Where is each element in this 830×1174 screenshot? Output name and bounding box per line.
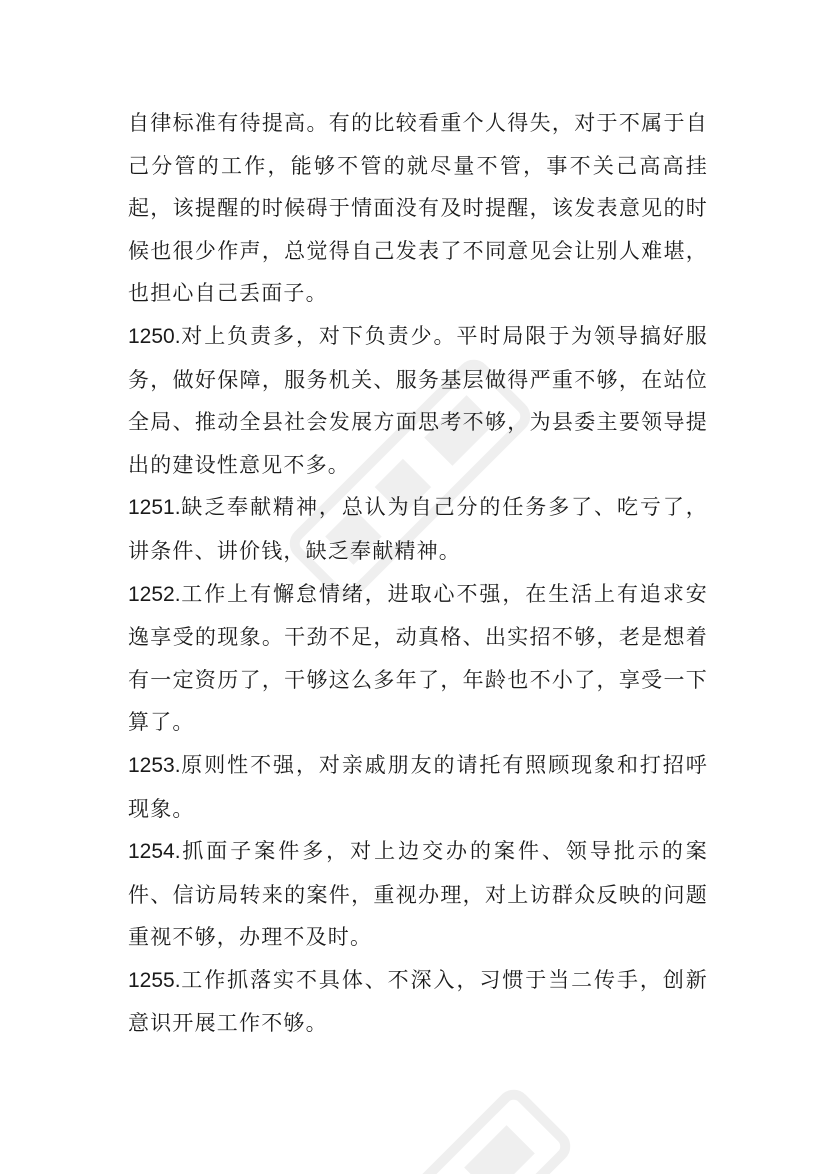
item-text: 工作抓落实不具体、不深入，习惯于当二传手，创新意识开展工作不够。 — [128, 967, 708, 1036]
item-text: 缺乏奉献精神，总认为自己分的任务多了、吃亏了，讲条件、讲价钱，缺乏奉献精神。 — [128, 495, 708, 563]
list-item-1254 — [128, 830, 708, 959]
list-item-1250 — [128, 315, 708, 486]
list-item-1255 — [128, 959, 708, 1045]
item-number: 1254. — [128, 840, 181, 864]
paragraph-continuation — [128, 102, 708, 315]
item-text: 工作上有懈怠情绪，进取心不强，在生活上有追求安逸享受的现象。干劲不足，动真格、出实招不够，老是想着有一定资历了，干够这么多年了，年龄也不小了，享受一下算了。 — [128, 581, 708, 735]
list-item-1251 — [128, 486, 708, 572]
list-item-1252 — [128, 573, 708, 744]
item-number: 1253. — [128, 753, 181, 777]
paragraph-text: 自律标准有待提高。有的比较看重个人得失，对于不属于自己分管的工作，能够不管的就尽量不管，事不关己高高挂起，该提醒的时候碍于情面没有及时提醒，该发表意见的时候也很少作声，总觉得自己发表了不同意见会让别人难堪，也担心自己丢面子。 — [128, 111, 708, 306]
item-text: 对上负责多，对下负责少。平时局限于为领导搞好服务，做好保障，服务机关、服务基层做得严重不够，在站位全局、推动全县社会发展方面思考不够，为县委主要领导提出的建设性意见不多。 — [128, 323, 708, 477]
item-number: 1251. — [128, 496, 181, 520]
item-number: 1252. — [128, 582, 181, 606]
list-item-1253 — [128, 744, 708, 830]
document-body — [128, 102, 708, 1045]
item-number: 1250. — [128, 324, 181, 348]
item-text: 抓面子案件多，对上边交办的案件、领导批示的案件、信访局转来的案件，重视办理，对上访群众反映的问题重视不够，办理不及时。 — [128, 839, 708, 950]
item-number: 1255. — [128, 968, 181, 992]
item-text: 原则性不强，对亲戚朋友的请托有照顾现象和打招呼现象。 — [128, 752, 708, 821]
